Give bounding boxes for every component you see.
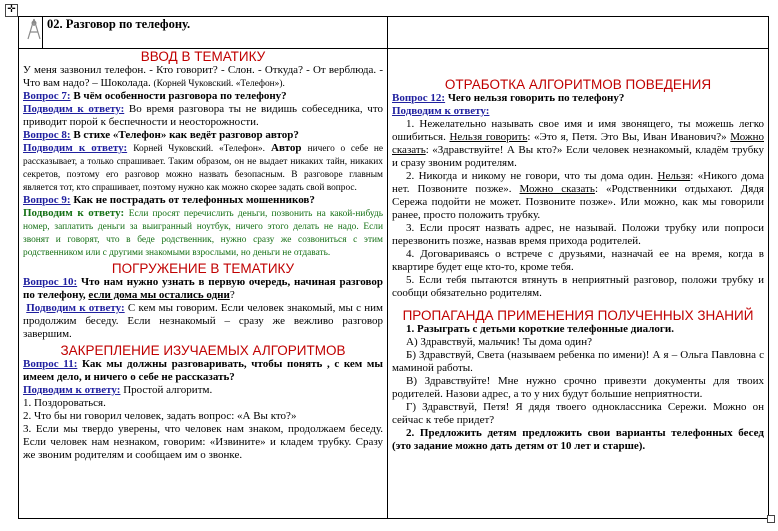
lesson-table <box>18 16 769 519</box>
right-column <box>388 49 769 519</box>
dialog-v: В) Здравствуйте! Мне нужно срочно привезти документы для твоих родителей. Назови адрес, а то у них будут большие неприятности. <box>392 375 764 400</box>
q8-text: В стихе «Телефон» как ведёт разговор автор? <box>73 129 299 141</box>
rule-2-a: 2. Никогда и никому не говори, что ты дома один. <box>406 170 654 182</box>
hint-label-12-text: Подводим к ответу: <box>392 105 490 117</box>
answer-8 <box>23 142 383 194</box>
rule-1-c: : «Здравствуйте! А Вы кто?» Если человек незнакомый, кладём трубку и сразу звоним родителям. <box>392 144 764 169</box>
logo-icon <box>23 17 45 43</box>
table-move-handle-icon[interactable]: ✛ <box>5 4 18 17</box>
a8-author: Автор <box>271 142 302 154</box>
question-11 <box>23 358 383 384</box>
rule-1-a: 1. Нежелательно называть свое имя и имя звонящего, ты можешь легко ошибиться. <box>392 118 764 143</box>
rule-3: 3. Если просят назвать адрес, не называй. Положи трубку или попроси перезвонить позже, назвав время прихода родителей. <box>392 222 764 247</box>
header-row <box>19 17 769 49</box>
hint-label-12 <box>392 105 764 118</box>
rule-2-c: : «Родственники отдыхают. Дядя Сережа подойти не может. Позвоните позже». Или можно, как мы говорили ранее, просто положить трубку. <box>392 183 764 221</box>
answer-7 <box>23 103 383 129</box>
q7-text: В чём особенности разговора по телефону? <box>73 90 287 102</box>
section-heading-immersion: ПОГРУЖЕНИЕ В ТЕМАТИКУ <box>111 261 295 276</box>
rule-1 <box>392 118 764 170</box>
question-8 <box>23 129 383 142</box>
q11-text: Как мы должны разговаривать, чтобы понять , с кем мы имеем дело, и ничего о себе не рассказать? <box>23 358 384 383</box>
table-resize-handle[interactable] <box>767 515 775 523</box>
intro-source: (Корней Чуковский. «Телефон»). <box>153 79 285 89</box>
hint-label-11: Подводим к ответу: <box>23 384 121 396</box>
question-9 <box>23 194 383 207</box>
q10-underlined: если дома мы остались одни <box>88 289 230 301</box>
q10-end: ? <box>229 289 235 301</box>
answer-11 <box>23 384 383 397</box>
q11-label: Вопрос 11: <box>23 358 78 370</box>
a10-text: С кем мы говорим. Если человек знакомый, мы с ним продолжим беседу. Если незнакомый – сразу же вежливо разговор завершим. <box>23 302 384 340</box>
q7-label: Вопрос 7: <box>23 90 71 102</box>
a7-text: Во время разговора ты не видишь собеседника, что приводит порой к беспечности и неосторожности. <box>23 103 383 128</box>
answer-10 <box>23 302 383 341</box>
q10-text: Что нам нужно узнать в первую очередь, начиная разговор по телефону, <box>23 276 384 301</box>
rule-2-b: : «Никого дома нет. Позвоните позже». <box>392 170 764 195</box>
q8-label: Вопрос 8: <box>23 129 71 141</box>
a8-source: Корней Чуковский. «Телефон». <box>133 144 265 154</box>
dialog-b: Б) Здравствуй, Света (называем ребенка по имени)! А я – Ольга Павловна с маминой работы. <box>392 349 764 374</box>
rule-2-cannot: Нельзя <box>657 170 691 182</box>
section-heading-propaganda: ПРОПАГАНДА ПРИМЕНЕНИЯ ПОЛУЧЕННЫХ ЗНАНИЙ <box>402 308 754 323</box>
a8-rest: ничего о себе не рассказывает, а только спрашивает. Таким образом, он не выдает никаких тайн, никаких секретов, поэтому его разговор можно назвать безопасным. В разговоре главным является тот, кто спрашивает, поэтому нужно как можно скорее задать свой вопрос. <box>23 144 383 193</box>
dialog-g: Г) Здравствуй, Петя! Я дядя твоего одноклассника Сережи. Можно он сейчас к тебе придет? <box>392 401 764 426</box>
question-12 <box>392 92 764 105</box>
q9-text: Как не пострадать от телефонных мошенников? <box>73 194 315 206</box>
hint-label-9: Подводим к ответу: <box>23 207 125 219</box>
rule-4: 4. Договариваясь о встрече с друзьями, назначай ее на время, когда в квартире будет еще кто-то, кроме тебя. <box>392 248 764 273</box>
rule-5: 5. Если тебя пытаются втянуть в неприятный разговор, положи трубку и сообщи обязательно родителям. <box>392 274 764 299</box>
section-heading-consolidation: ЗАКРЕПЛЕНИЕ ИЗУЧАЕМЫХ АЛГОРИТМОВ <box>60 343 346 358</box>
a9-text: Если просят перечислить деньги, позвонить на какой-нибудь номер, заплатить деньги за выигранный ноутбук, ничего этого делать не надо. Если звонят и говорят, что в беде родственник, нужно сразу же созвониться с этим родственником или с другими знакомыми взрослыми, но деньги не отдавать. <box>23 209 384 258</box>
q10-label: Вопрос 10: <box>23 276 78 288</box>
q12-text: Чего нельзя говорить по телефону? <box>447 92 625 104</box>
question-7 <box>23 90 383 103</box>
rule-1-can: Можно сказать <box>392 131 764 156</box>
logo-cell <box>19 17 43 49</box>
task-1: 1. Разыграть с детьми короткие телефонные диалоги. <box>406 323 675 335</box>
task-2: 2. Предложить детям предложить свои варианты телефонных бесед (это задание можно дать детям от 10 лет и старше). <box>392 427 764 452</box>
section-heading-practice: ОТРАБОТКА АЛГОРИТМОВ ПОВЕДЕНИЯ <box>444 77 712 92</box>
rule-1-cannot: Нельзя говорить <box>449 131 528 143</box>
answer-9 <box>23 207 383 259</box>
intro-text: У меня зазвонил телефон. - Кто говорит? - Слон. - Откуда? - От верблюда. - Что вам надо? – Шоколада. <box>23 64 383 89</box>
intro-paragraph <box>23 64 383 90</box>
algorithm-step-2: 2. Что бы ни говорил человек, задать вопрос: «А Вы кто?» <box>23 410 297 422</box>
algorithm-step-3: 3. Если мы твердо уверены, что человек нам знаком, продолжаем беседу. Если человек нам незнаком, говорим: «Извините» и кладем трубку. Сразу же звоним родителям и сообщаем им о звонке. <box>23 423 383 461</box>
hint-label-8: Подводим к ответу: <box>23 142 128 154</box>
rule-2 <box>392 170 764 222</box>
page-title: 02. Разговор по телефону. <box>43 17 388 49</box>
q12-label: Вопрос 12: <box>392 92 446 104</box>
rule-2-can: Можно сказать <box>519 183 595 195</box>
hint-label-10: Подводим к ответу: <box>26 302 125 314</box>
hint-label-7: Подводим к ответу: <box>23 103 125 115</box>
left-column <box>19 49 388 519</box>
section-heading-intro: ВВОД В ТЕМАТИКУ <box>140 49 266 64</box>
rule-1-b: : «Это я, Петя. Это Вы, Иван Иванович?» <box>527 131 727 143</box>
content-row <box>19 49 769 519</box>
algorithm-step-1: 1. Поздороваться. <box>23 397 106 409</box>
question-10 <box>23 276 383 302</box>
a11-text: Простой алгоритм. <box>123 384 213 396</box>
q9-label: Вопрос 9: <box>23 194 71 206</box>
dialog-a: А) Здравствуй, мальчик! Ты дома один? <box>406 336 592 348</box>
header-empty-cell <box>388 17 769 49</box>
